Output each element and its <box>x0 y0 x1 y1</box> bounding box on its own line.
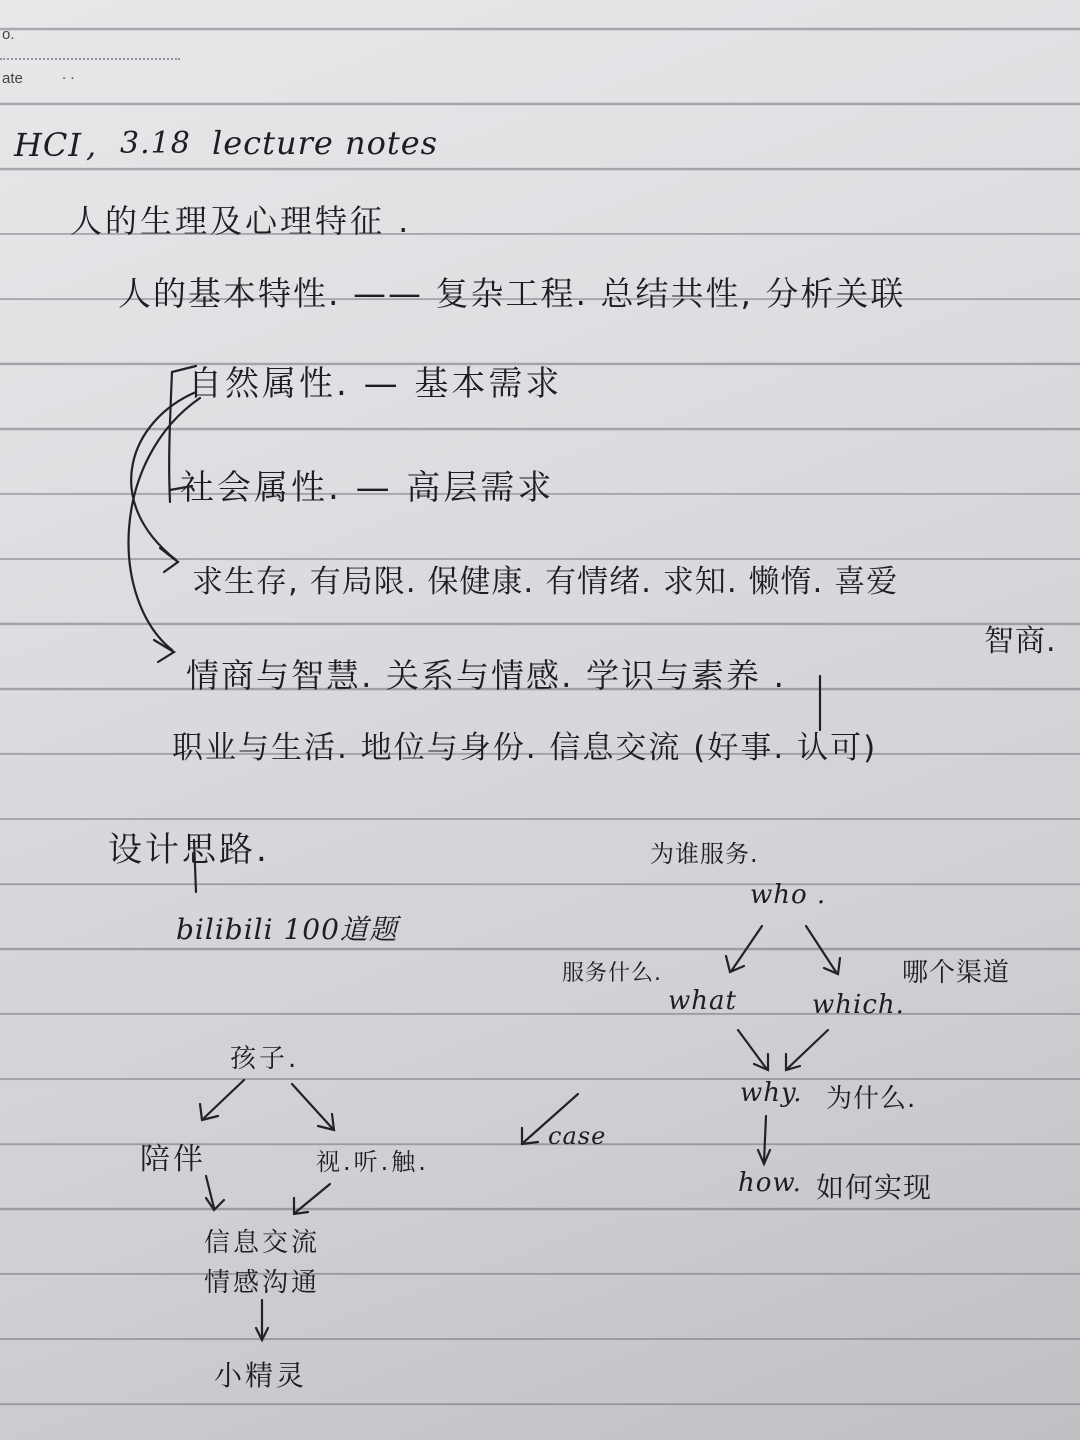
header-no-label: o. <box>2 26 15 43</box>
basic-traits-line: 人的基本特性. —— 复杂工程. 总结共性, 分析关联 <box>118 274 906 313</box>
rtree-which: which. <box>812 990 905 1020</box>
title-sep: , <box>86 126 98 164</box>
ltree-arrow-left-head <box>200 1104 218 1120</box>
rtree-arrow-who-what <box>732 926 762 970</box>
curve-arrow-to-list1-head <box>160 548 178 572</box>
rtree-arrow-what-why <box>738 1030 766 1068</box>
rtree-what-note: 服务什么. <box>562 961 662 986</box>
header-dotted-line <box>0 58 180 60</box>
rtree-which-note: 哪个渠道 <box>902 958 1011 988</box>
header-date-label: ate <box>2 70 23 87</box>
tree-branch-senses: 视.听.触. <box>316 1148 429 1176</box>
curve-arrow-to-list2-head <box>154 640 174 662</box>
header-date-marks: . . <box>62 66 75 83</box>
ltree-arrow-merge-right <box>296 1184 330 1212</box>
rtree-arrow-who-which-head <box>824 958 840 974</box>
bracket-vertical-line <box>169 372 172 502</box>
rtree-what: what <box>668 986 737 1016</box>
rtree-arrow-why-how <box>764 1116 766 1162</box>
rtree-arrow-what-why-head <box>754 1054 768 1070</box>
rtree-how-note: 如何实现 <box>816 1171 933 1204</box>
ltree-arrow-down-head <box>256 1328 268 1340</box>
rtree-arrow-why-how-head <box>758 1150 770 1164</box>
ltree-arrow-right-head <box>318 1114 334 1130</box>
case-label: case <box>548 1122 607 1150</box>
tree-merge-emotion: 情感沟通 <box>204 1268 321 1298</box>
tree-merge-info-exchange: 信息交流 <box>204 1228 321 1258</box>
rtree-why: why. <box>740 1078 803 1108</box>
rtree-who: who . <box>750 880 827 910</box>
ltree-arrow-merge-left-head <box>206 1198 224 1210</box>
rtree-top-note: 为谁服务. <box>650 840 759 868</box>
natural-attribute-line: 自然属性. — 基本需求 <box>188 364 563 404</box>
rtree-arrow-who-what-head <box>726 956 744 972</box>
rtree-arrow-which-why <box>788 1030 828 1068</box>
rtree-why-note: 为什么. <box>826 1084 917 1114</box>
rtree-arrow-who-which <box>806 926 836 972</box>
needs-list-line-3: 职业与生活. 地位与身份. 信息交流 (好事. 认可) <box>172 730 878 766</box>
title-subject: HCI <box>14 126 83 164</box>
needs-list-line-1: 求生存, 有局限. 保健康. 有情绪. 求知. 懒惰. 喜爱 <box>192 564 899 600</box>
tree-result-sprite: 小精灵 <box>214 1359 308 1392</box>
tree-branch-company: 陪伴 <box>140 1142 206 1177</box>
needs-list-line-2: 情商与智慧. 关系与情感. 学识与素养 . <box>186 656 786 695</box>
case-arrow-head <box>522 1128 538 1144</box>
ltree-arrow-left <box>204 1080 244 1118</box>
rtree-how: how. <box>738 1168 802 1198</box>
title-date: 3.18 <box>120 126 191 161</box>
ltree-arrow-merge-right-head <box>294 1198 308 1214</box>
design-approach-heading: 设计思路. <box>108 830 270 870</box>
section1-heading: 人的生理及心理特征 . <box>70 202 412 240</box>
ltree-arrow-right <box>292 1084 332 1128</box>
tree-root-child: 孩子. <box>230 1044 300 1074</box>
social-attribute-line: 社会属性. — 高层需求 <box>180 468 555 508</box>
needs-list-tail: 智商. <box>984 624 1057 659</box>
bilibili-subheading: bilibili 100道题 <box>176 913 398 946</box>
title-text: lecture notes <box>212 124 439 162</box>
curve-arrow-to-list2 <box>129 398 200 650</box>
ltree-arrow-merge-left <box>206 1176 214 1208</box>
rtree-arrow-which-why-head <box>786 1054 800 1070</box>
